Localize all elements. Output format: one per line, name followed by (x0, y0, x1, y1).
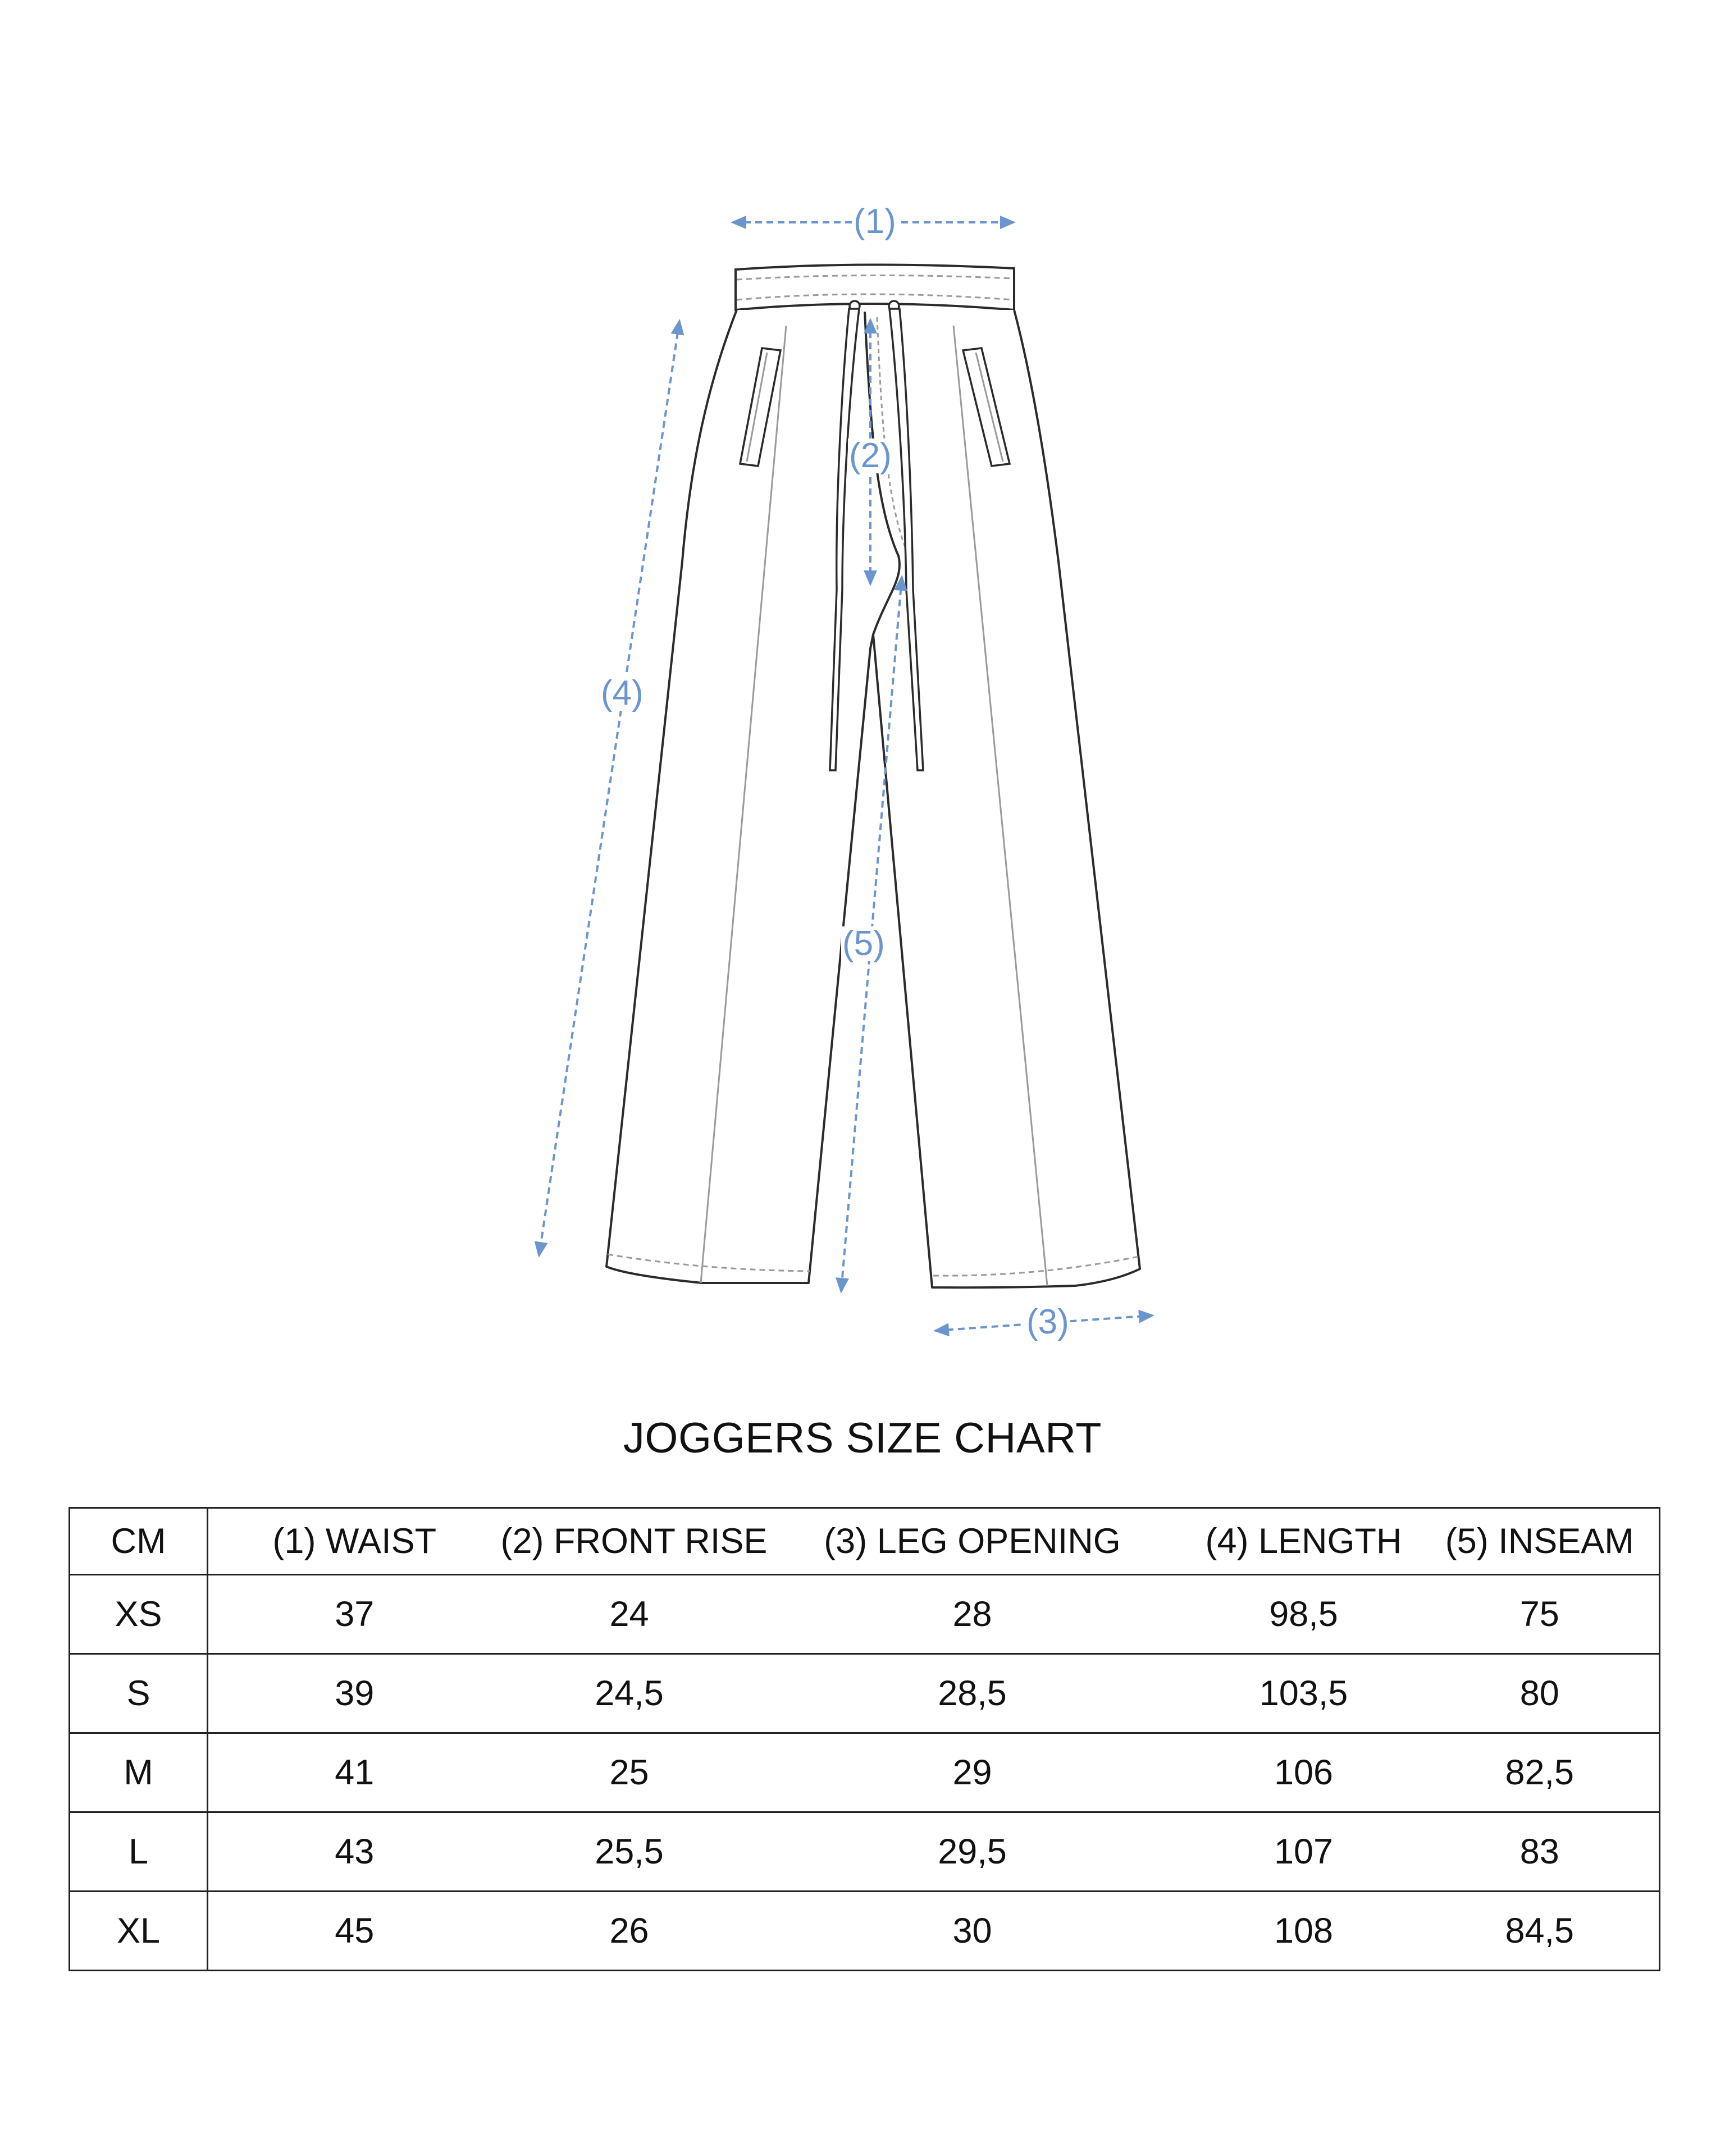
column-header-length: (4) LENGTH (1187, 1508, 1421, 1575)
label-inseam: (5) (842, 924, 885, 963)
label-waist: (1) (854, 202, 896, 241)
table-cell: 41 (208, 1733, 501, 1812)
column-header-leg-opening: (3) LEG OPENING (758, 1508, 1187, 1575)
table-row (70, 1812, 1660, 1892)
table-cell: 26 (501, 1892, 758, 1971)
table-row (70, 1575, 1660, 1654)
table-cell: 107 (1187, 1812, 1421, 1892)
table-row (70, 1892, 1660, 1971)
table-cell: 30 (758, 1892, 1187, 1971)
table-cell: 98,5 (1187, 1575, 1421, 1654)
table-header-row (70, 1508, 1660, 1575)
table-cell: 25 (501, 1733, 758, 1812)
size-label: XL (70, 1892, 208, 1971)
size-label: L (70, 1812, 208, 1892)
size-chart-table (69, 1507, 1660, 1971)
size-chart-title: JOGGERS SIZE CHART (623, 1414, 1102, 1462)
table-cell: 39 (208, 1654, 501, 1733)
table-cell: 28,5 (758, 1654, 1187, 1733)
table-cell: 82,5 (1421, 1733, 1660, 1812)
table-cell: 108 (1187, 1892, 1421, 1971)
column-header-unit: CM (70, 1508, 208, 1575)
table-row (70, 1733, 1660, 1812)
column-header-front-rise: (2) FRONT RISE (501, 1508, 758, 1575)
table-cell: 75 (1421, 1575, 1660, 1654)
waistband (736, 264, 1014, 310)
table-cell: 25,5 (501, 1812, 758, 1892)
table-cell: 103,5 (1187, 1654, 1421, 1733)
column-header-inseam: (5) INSEAM (1421, 1508, 1660, 1575)
table-cell: 45 (208, 1892, 501, 1971)
size-label: M (70, 1733, 208, 1812)
table-cell: 24 (501, 1575, 758, 1654)
table-cell: 29,5 (758, 1812, 1187, 1892)
table-cell: 106 (1187, 1733, 1421, 1812)
column-header-waist: (1) WAIST (208, 1508, 501, 1575)
table-row (70, 1654, 1660, 1733)
label-leg-opening: (3) (1026, 1303, 1069, 1341)
table-cell: 83 (1421, 1812, 1660, 1892)
table-cell: 29 (758, 1733, 1187, 1812)
label-front-rise: (2) (849, 436, 892, 475)
table-cell: 37 (208, 1575, 501, 1654)
table-cell: 28 (758, 1575, 1187, 1654)
size-label: S (70, 1654, 208, 1733)
table-cell: 84,5 (1421, 1892, 1660, 1971)
table-cell: 43 (208, 1812, 501, 1892)
table-cell: 24,5 (501, 1654, 758, 1733)
label-length: (4) (601, 674, 644, 712)
table-cell: 80 (1421, 1654, 1660, 1733)
size-label: XS (70, 1575, 208, 1654)
